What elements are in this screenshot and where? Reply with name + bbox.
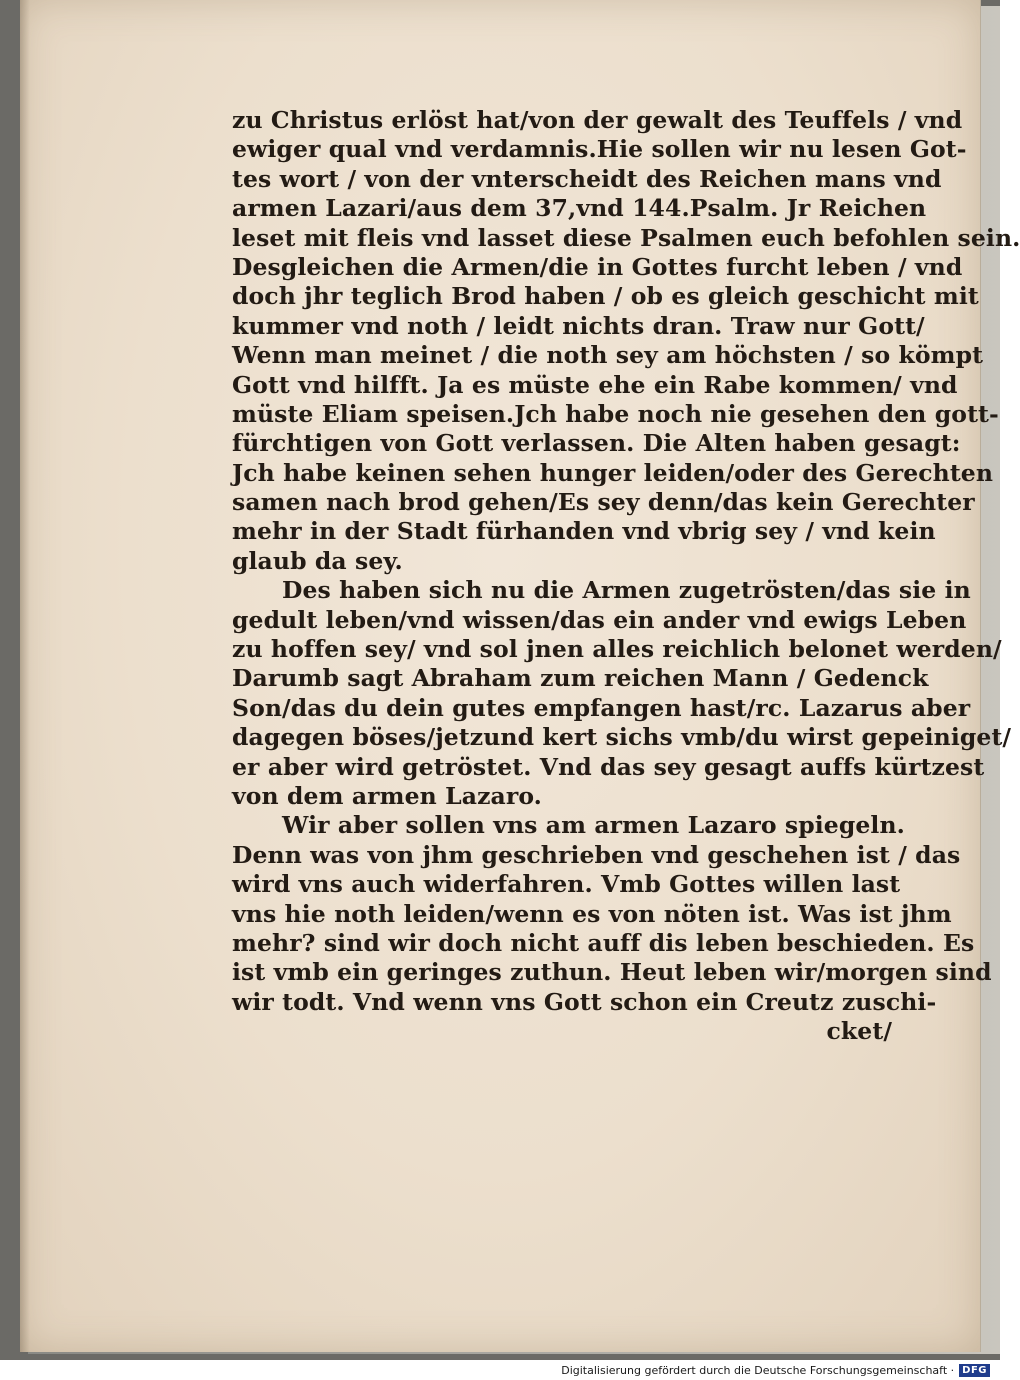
text-line: ist vmb ein geringes zuthun. Heut leben wir/morgen sind bbox=[232, 958, 992, 987]
text-line: doch jhr teglich Brod haben / ob es gleich geschicht mit bbox=[232, 282, 979, 311]
text-line: zu Christus erlöst hat/von der gewalt des Teuffels / vnd bbox=[232, 106, 963, 134]
page-gutter-shadow bbox=[20, 0, 30, 1352]
text-line: wird vns auch widerfahren. Vmb Gottes willen last bbox=[232, 870, 901, 899]
text-line: müste Eliam speisen.Jch habe noch nie gesehen den gott- bbox=[232, 399, 999, 428]
text-line: glaub da sey. bbox=[232, 546, 403, 575]
text-line: leset mit fleis vnd lasset diese Psalmen euch befohlen sein. bbox=[232, 223, 1020, 252]
text-line: Denn was von jhm geschrieben vnd geschehen ist / das bbox=[232, 840, 961, 869]
text-line: Wir aber sollen vns am armen Lazaro spiegeln. bbox=[282, 811, 905, 840]
text-line: zu hoffen sey/ vnd sol jnen alles reichlich belonet werden/ bbox=[232, 635, 1002, 664]
text-line: Son/das du dein gutes empfangen hast/rc. Lazarus aber bbox=[232, 693, 971, 722]
text-line: samen nach brod gehen/Es sey denn/das kein Gerechter bbox=[232, 488, 975, 517]
text-line: Des haben sich nu die Armen zugetrösten/das sie in bbox=[282, 576, 971, 605]
text-line: mehr? sind wir doch nicht auff dis leben beschieden. Es bbox=[232, 928, 975, 957]
dfg-logo: DFG bbox=[959, 1364, 990, 1377]
text-line: er aber wird getröstet. Vnd das sey gesagt auffs kürtzest bbox=[232, 752, 985, 781]
text-line: Jch habe keinen sehen hunger leiden/oder des Gerechten bbox=[232, 458, 994, 487]
text-line: Gott vnd hilfft. Ja es müste ehe ein Rabe kommen/ vnd bbox=[232, 370, 958, 399]
text-line: mehr in der Stadt fürhanden vnd vbrig sey / vnd kein bbox=[232, 517, 936, 546]
text-line: tes wort / von der vnterscheidt des Reichen mans vnd bbox=[232, 164, 942, 193]
text-line: Wenn man meinet / die noth sey am höchsten / so kömpt bbox=[232, 341, 984, 370]
digitization-credit bbox=[561, 1362, 990, 1378]
text-line: kummer vnd noth / leidt nichts dran. Traw nur Gott/ bbox=[232, 311, 925, 340]
credit-text: Digitalisierung gefördert durch die Deutsche Forschungsgemeinschaft · bbox=[561, 1363, 955, 1377]
text-line: ewiger qual vnd verdamnis.Hie sollen wir nu lesen Got- bbox=[232, 135, 967, 164]
text-line: wir todt. Vnd wenn vns Gott schon ein Creutz zuschi- bbox=[232, 987, 937, 1016]
text-line: von dem armen Lazaro. bbox=[232, 781, 542, 810]
text-line: Darumb sagt Abraham zum reichen Mann / Gedenck bbox=[232, 664, 929, 693]
text-line: cket/ bbox=[826, 1017, 892, 1046]
text-line: fürchtigen von Gott verlassen. Die Alten haben gesagt: bbox=[232, 429, 961, 458]
text-line: dagegen böses/jetzund kert sichs vmb/du wirst gepeiniget/ bbox=[232, 723, 1012, 752]
body-text bbox=[232, 106, 1020, 1047]
text-line: armen Lazari/aus dem 37,vnd 144.Psalm. Jr Reichen bbox=[232, 194, 927, 223]
text-line: Desgleichen die Armen/die in Gottes furcht leben / vnd bbox=[232, 252, 963, 281]
text-line: gedult leben/vnd wissen/das ein ander vnd ewigs Leben bbox=[232, 605, 967, 634]
text-line: vns hie noth leiden/wenn es von nöten ist. Was ist jhm bbox=[232, 899, 952, 928]
